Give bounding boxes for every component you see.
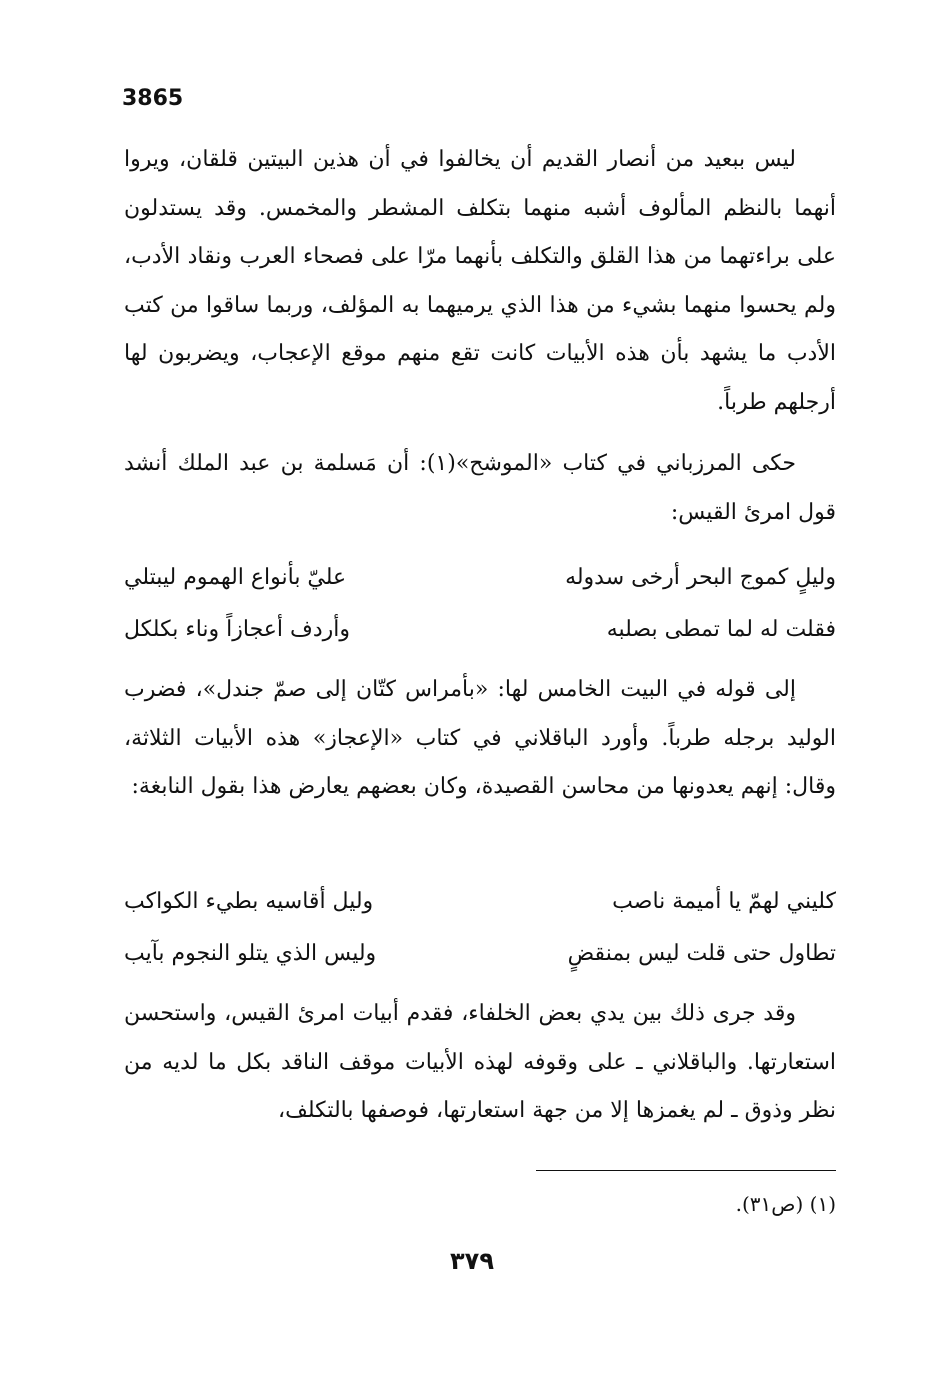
paragraph-marzubani: حكى المرزباني في كتاب «الموشح»(١): أن مَسلمة بن عبد الملك أنشد قول امرئ القيس: bbox=[124, 451, 836, 525]
verse-second-hemistich: وأردف أعجازاً وناء بكلكل bbox=[124, 617, 350, 642]
verse-first-hemistich: كليني لهمّ يا أميمة ناصب bbox=[612, 889, 836, 914]
verse-second-hemistich: عليّ بأنواع الهموم ليبتلي bbox=[124, 565, 347, 590]
verse-first-hemistich: وليلٍ كموج البحر أرخى سدوله bbox=[565, 565, 836, 590]
footnote-separator bbox=[536, 1170, 836, 1171]
page-id: 3865 bbox=[122, 86, 184, 111]
verse-first-hemistich: تطاول حتى قلت ليس بمنقضٍ bbox=[567, 941, 836, 966]
verse-line bbox=[124, 876, 836, 928]
paragraph-intro: ليس ببعيد من أنصار القديم أن يخالفوا في أن هذين البيتين قلقان، ويروا أنهما بالنظم المألوف أشبه منهما بتكلف المشطر والمخمس. وقد يستدلون على براءتهما من هذا القلق والتكلف بأنهما مرّا على فصحاء العرب ونقاد الأدب، ولم يحسوا منهما بشيء من هذا الذي يرميهما به المؤلف، وربما ساقوا من كتب الأدب ما يشهد بأن هذه الأبيات كانت تقع منهم موقع الإعجاب، ويضربون لها أرجلهم طرباً. bbox=[124, 147, 836, 415]
page-number: ٣٧٩ bbox=[450, 1247, 494, 1275]
verse-second-hemistich: وليس الذي يتلو النجوم بآيب bbox=[124, 941, 377, 966]
verse-first-hemistich: فقلت له لما تمطى بصلبه bbox=[606, 617, 836, 642]
paragraph-baqillani: إلى قوله في البيت الخامس لها: «بأمراس كتّان إلى صمّ جندل»، فضرب الوليد برجله طرباً. وأورد الباقلاني في كتاب «الإعجاز» هذه الأبيات الثلاثة، وقال: إنهم يعدونها من محاسن القصيدة، وكان بعضهم يعارض هذا بقول النابغة: bbox=[124, 677, 836, 799]
verse-block-imru-al-qays bbox=[124, 552, 836, 656]
verse-second-hemistich: وليل أقاسيه بطيء الكواكب bbox=[124, 889, 374, 914]
paragraph-caliphs: وقد جرى ذلك بين يدي بعض الخلفاء، فقدم أبيات امرئ القيس، واستحسن استعارتها. والباقلاني ـ على وقوفه لهذه الأبيات موقف الناقد بكل ما لديه من نظر وذوق ـ لم يغمزها إلا من جهة استعارتها، فوصفها بالتكلف، bbox=[124, 1001, 836, 1123]
verse-block-nabigha bbox=[124, 876, 836, 980]
verse-line bbox=[124, 552, 836, 604]
verse-line bbox=[124, 604, 836, 656]
verse-line bbox=[124, 928, 836, 980]
footnote: (١) (ص٣١). bbox=[735, 1192, 836, 1216]
